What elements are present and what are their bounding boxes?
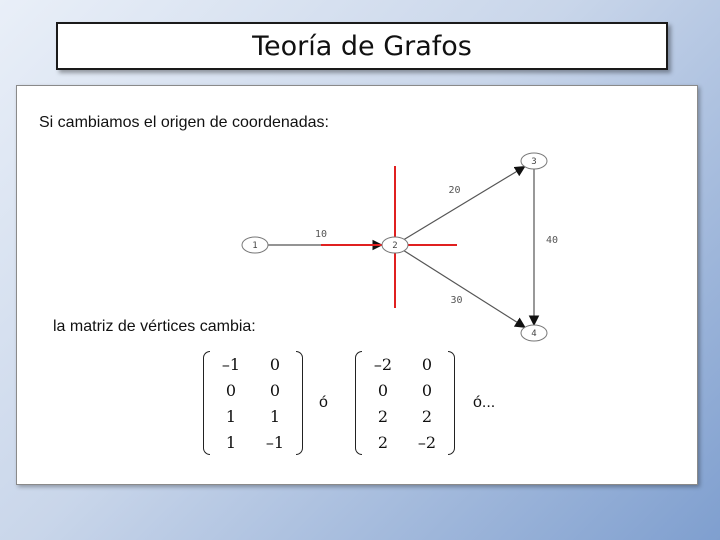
node-label: 4 [531,329,537,339]
edge-weight-label: 40 [546,235,559,246]
separator-or: ó [319,394,328,411]
matrix-cell: 0 [377,380,389,400]
matrix-cell: 2 [421,406,433,426]
matrix-cell: 0 [269,380,281,400]
matrix-cell: –1 [221,354,241,374]
node-label: 1 [252,241,258,251]
slide-title: Teoría de Grafos [252,30,472,62]
matrix-cell: 0 [269,354,281,374]
matrix-cell: 0 [421,380,433,400]
matrix-caption: la matriz de vértices cambia: [53,318,256,335]
matrix-cell: –1 [265,432,285,452]
matrix-cell: –2 [373,354,393,374]
matrix-cell: 0 [225,380,237,400]
matrix-cell: –2 [417,432,437,452]
edge-weight-label: 20 [448,185,461,196]
matrix-cell: 2 [377,406,389,426]
matrix-cell: 1 [269,406,281,426]
coordinate-axes [321,166,457,308]
vertex-matrix-1 [203,351,303,455]
matrix-cell: 1 [225,406,237,426]
matrix-cell: 2 [377,432,389,452]
edge-2-4 [404,251,525,328]
edge-weight-label: 30 [450,295,463,306]
matrix-cell: 1 [225,432,237,452]
node-label: 3 [531,157,537,167]
edge-weight-label: 10 [315,229,328,240]
content-panel [16,85,698,485]
edge-2-3 [404,167,524,240]
vertex-matrix-2 [355,351,455,455]
intro-text: Si cambiamos el origen de coordenadas: [39,114,329,131]
separator-or-more: ó... [473,394,496,411]
node-label: 2 [392,241,398,251]
edges-layer [268,167,558,328]
matrix-cell: 0 [421,354,433,374]
title-box [56,22,668,70]
